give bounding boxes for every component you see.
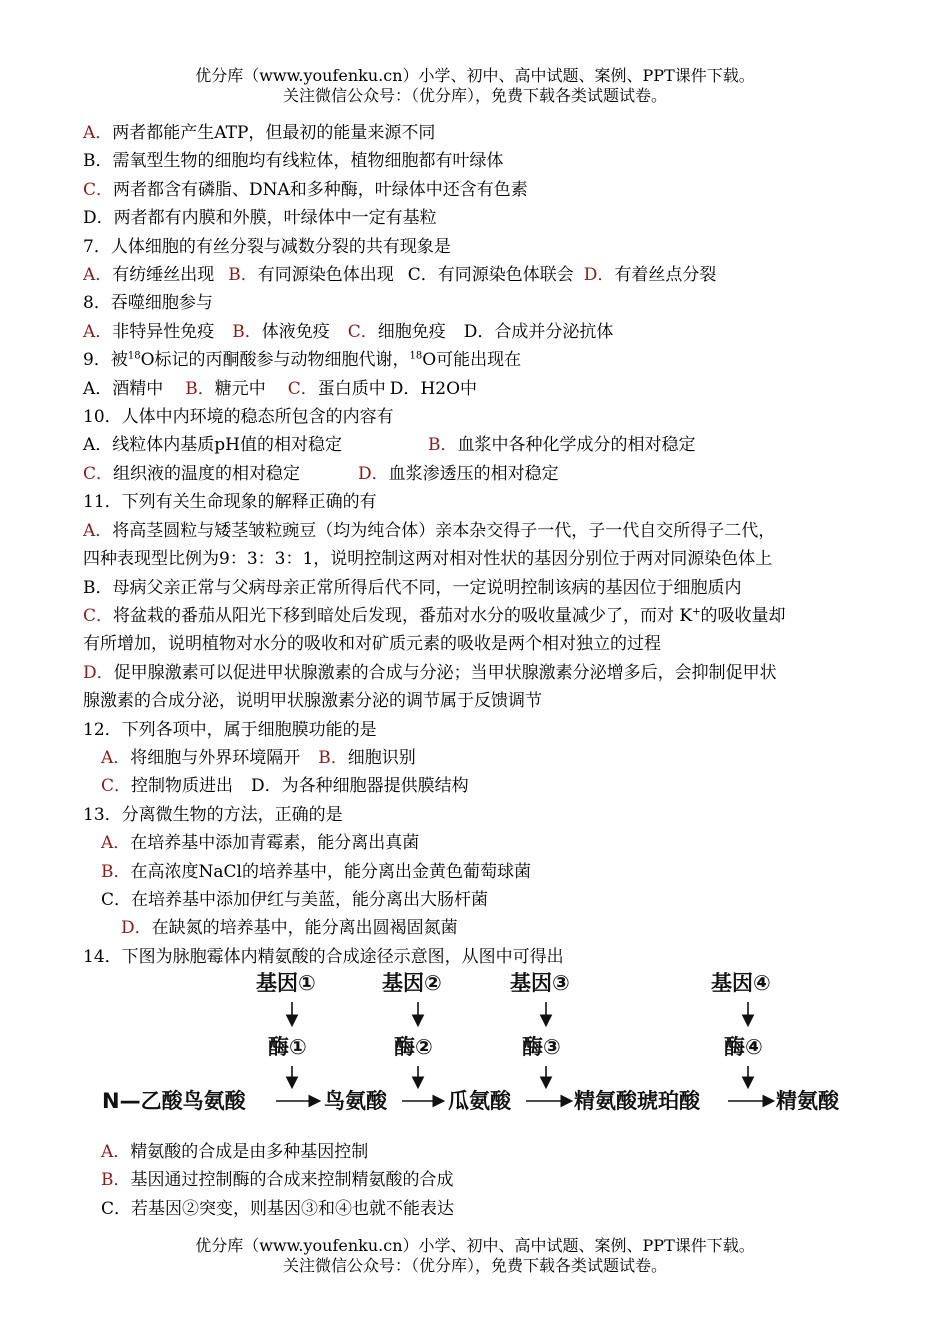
substance-5-label: 精氨酸 xyxy=(776,1089,839,1113)
q14-stem: 14．下图为脉胞霉体内精氨酸的合成途径示意图，从图中可得出 xyxy=(83,946,564,967)
gene-2-label: 基因② xyxy=(382,971,442,995)
q14-options xyxy=(83,1138,873,1223)
q10-stem: 10．人体中内环境的稳态所包含的内容有 xyxy=(83,407,394,428)
q8-stem: 8．吞噬细胞参与 xyxy=(83,293,213,314)
arginine-pathway-diagram xyxy=(96,964,866,1124)
question-content xyxy=(83,119,873,971)
q6-option-c: C．两者都含有磷脂、DNA和多种酶，叶绿体中还含有色素 xyxy=(83,179,528,200)
q13-option-a: A．在培养基中添加青霉素，能分离出真菌 xyxy=(101,833,420,854)
q12-stem: 12．下列各项中，属于细胞膜功能的是 xyxy=(83,719,377,740)
q7-options: A．有纺缍丝出现 B．有同源染色体出现 C．有同源染色体联会 D．有着丝点分裂 xyxy=(83,265,717,286)
q8-options: A．非特异性免疫 B．体液免疫 C．细胞免疫 D．合成并分泌抗体 xyxy=(83,321,614,342)
q6-option-a: A．两者都能产生ATP，但最初的能量来源不同 xyxy=(83,123,436,143)
q11-option-d-cont: 腺激素的合成分泌，说明甲状腺激素分泌的调节属于反馈调节 xyxy=(83,691,542,712)
q12-options-cd: C．控制物质进出 D．为各种细胞器提供膜结构 xyxy=(101,776,469,797)
q13-option-b: B．在高浓度NaCl的培养基中，能分离出金黄色葡萄球菌 xyxy=(101,861,531,882)
page-header xyxy=(0,66,950,106)
footer-line-2: 关注微信公众号：（优分库），免费下载各类试题试卷。 xyxy=(282,1256,667,1275)
substance-2-label: 鸟氨酸 xyxy=(324,1089,387,1113)
q11-option-a-cont: 四种表现型比例为9：3：3：1，说明控制这两对相对性状的基因分别位于两对同源染色体上 xyxy=(83,549,773,570)
q11-option-c-cont: 有所增加，说明植物对水分的吸收和对矿质元素的吸收是两个相对独立的过程 xyxy=(83,634,661,655)
q7-stem: 7．人体细胞的有丝分裂与减数分裂的共有现象是 xyxy=(83,236,451,257)
q13-stem: 13．分离微生物的方法，正确的是 xyxy=(83,804,343,825)
q13-option-d: D．在缺氮的培养基中，能分离出圆褐固氮菌 xyxy=(121,918,458,939)
q11-option-b: B．母病父亲正常与父病母亲正常所得后代不同，一定说明控制该病的基因位于细胞质内 xyxy=(83,577,742,598)
header-line-1: 优分库（www.youfenku.cn）小学、初中、高中试题、案例、PPT课件下载。 xyxy=(195,66,755,85)
enzyme-1-label: 酶① xyxy=(268,1035,307,1059)
q10-options-ab: A．线粒体内基质pH值的相对稳定 B．血浆中各种化学成分的相对稳定 xyxy=(83,435,696,456)
q10-options-cd: C．组织液的温度的相对稳定 D．血浆渗透压的相对稳定 xyxy=(83,463,559,484)
substance-3-label: 瓜氨酸 xyxy=(448,1089,511,1113)
q6-option-d: D．两者都有内膜和外膜，叶绿体中一定有基粒 xyxy=(83,208,437,229)
substance-1-label: N—乙酸鸟氨酸 xyxy=(102,1089,246,1113)
q11-option-d: D．促甲腺激素可以促进甲状腺激素的合成与分泌；当甲状腺激素分泌增多后，会抑制促甲状 xyxy=(83,662,777,683)
gene-4-label: 基因④ xyxy=(711,971,771,995)
q12-options-ab: A．将细胞与外界环境隔开 B．细胞识别 xyxy=(101,747,416,768)
q11-option-a: A．将高茎圆粒与矮茎皱粒豌豆（均为纯合体）亲本杂交得子一代，子一代自交所得子二代， xyxy=(83,520,776,541)
q11-option-c: C．将盆栽的番茄从阳光下移到暗处后发现，番茄对水分的吸收量减少了，而对 K+的吸收量却 xyxy=(83,605,786,626)
gene-3-label: 基因③ xyxy=(510,971,570,995)
pathway-svg xyxy=(96,964,866,1124)
q14-option-a: A．精氨酸的合成是由多种基因控制 xyxy=(101,1142,369,1162)
substance-4-label: 精氨酸琥珀酸 xyxy=(574,1089,700,1113)
enzyme-4-label: 酶④ xyxy=(724,1035,763,1059)
footer-line-1: 优分库（www.youfenku.cn）小学、初中、高中试题、案例、PPT课件下载。 xyxy=(195,1236,755,1255)
enzyme-2-label: 酶② xyxy=(394,1035,433,1059)
q6-option-b: B．需氧型生物的细胞均有线粒体，植物细胞都有叶绿体 xyxy=(83,151,504,172)
q14-option-b: B．基因通过控制酶的合成来控制精氨酸的合成 xyxy=(101,1170,454,1191)
q9-options: A．酒精中 B．糖元中 C．蛋白质中 D．H2O中 xyxy=(83,378,478,399)
q9-stem: 9．被$^{18}$O标记的丙酮酸参与动物细胞代谢，$^{18}$O可能出现在 xyxy=(83,350,522,371)
page-footer xyxy=(0,1236,950,1276)
header-line-2: 关注微信公众号：（优分库），免费下载各类试题试卷。 xyxy=(282,86,667,105)
q11-stem: 11．下列有关生命现象的解释正确的有 xyxy=(83,492,377,513)
q14-option-c: C．若基因②突变，则基因③和④也就不能表达 xyxy=(101,1198,455,1219)
enzyme-3-label: 酶③ xyxy=(522,1035,561,1059)
q13-option-c: C．在培养基中添加伊红与美蓝，能分离出大肠杆菌 xyxy=(101,889,489,910)
gene-1-label: 基因① xyxy=(256,971,316,995)
